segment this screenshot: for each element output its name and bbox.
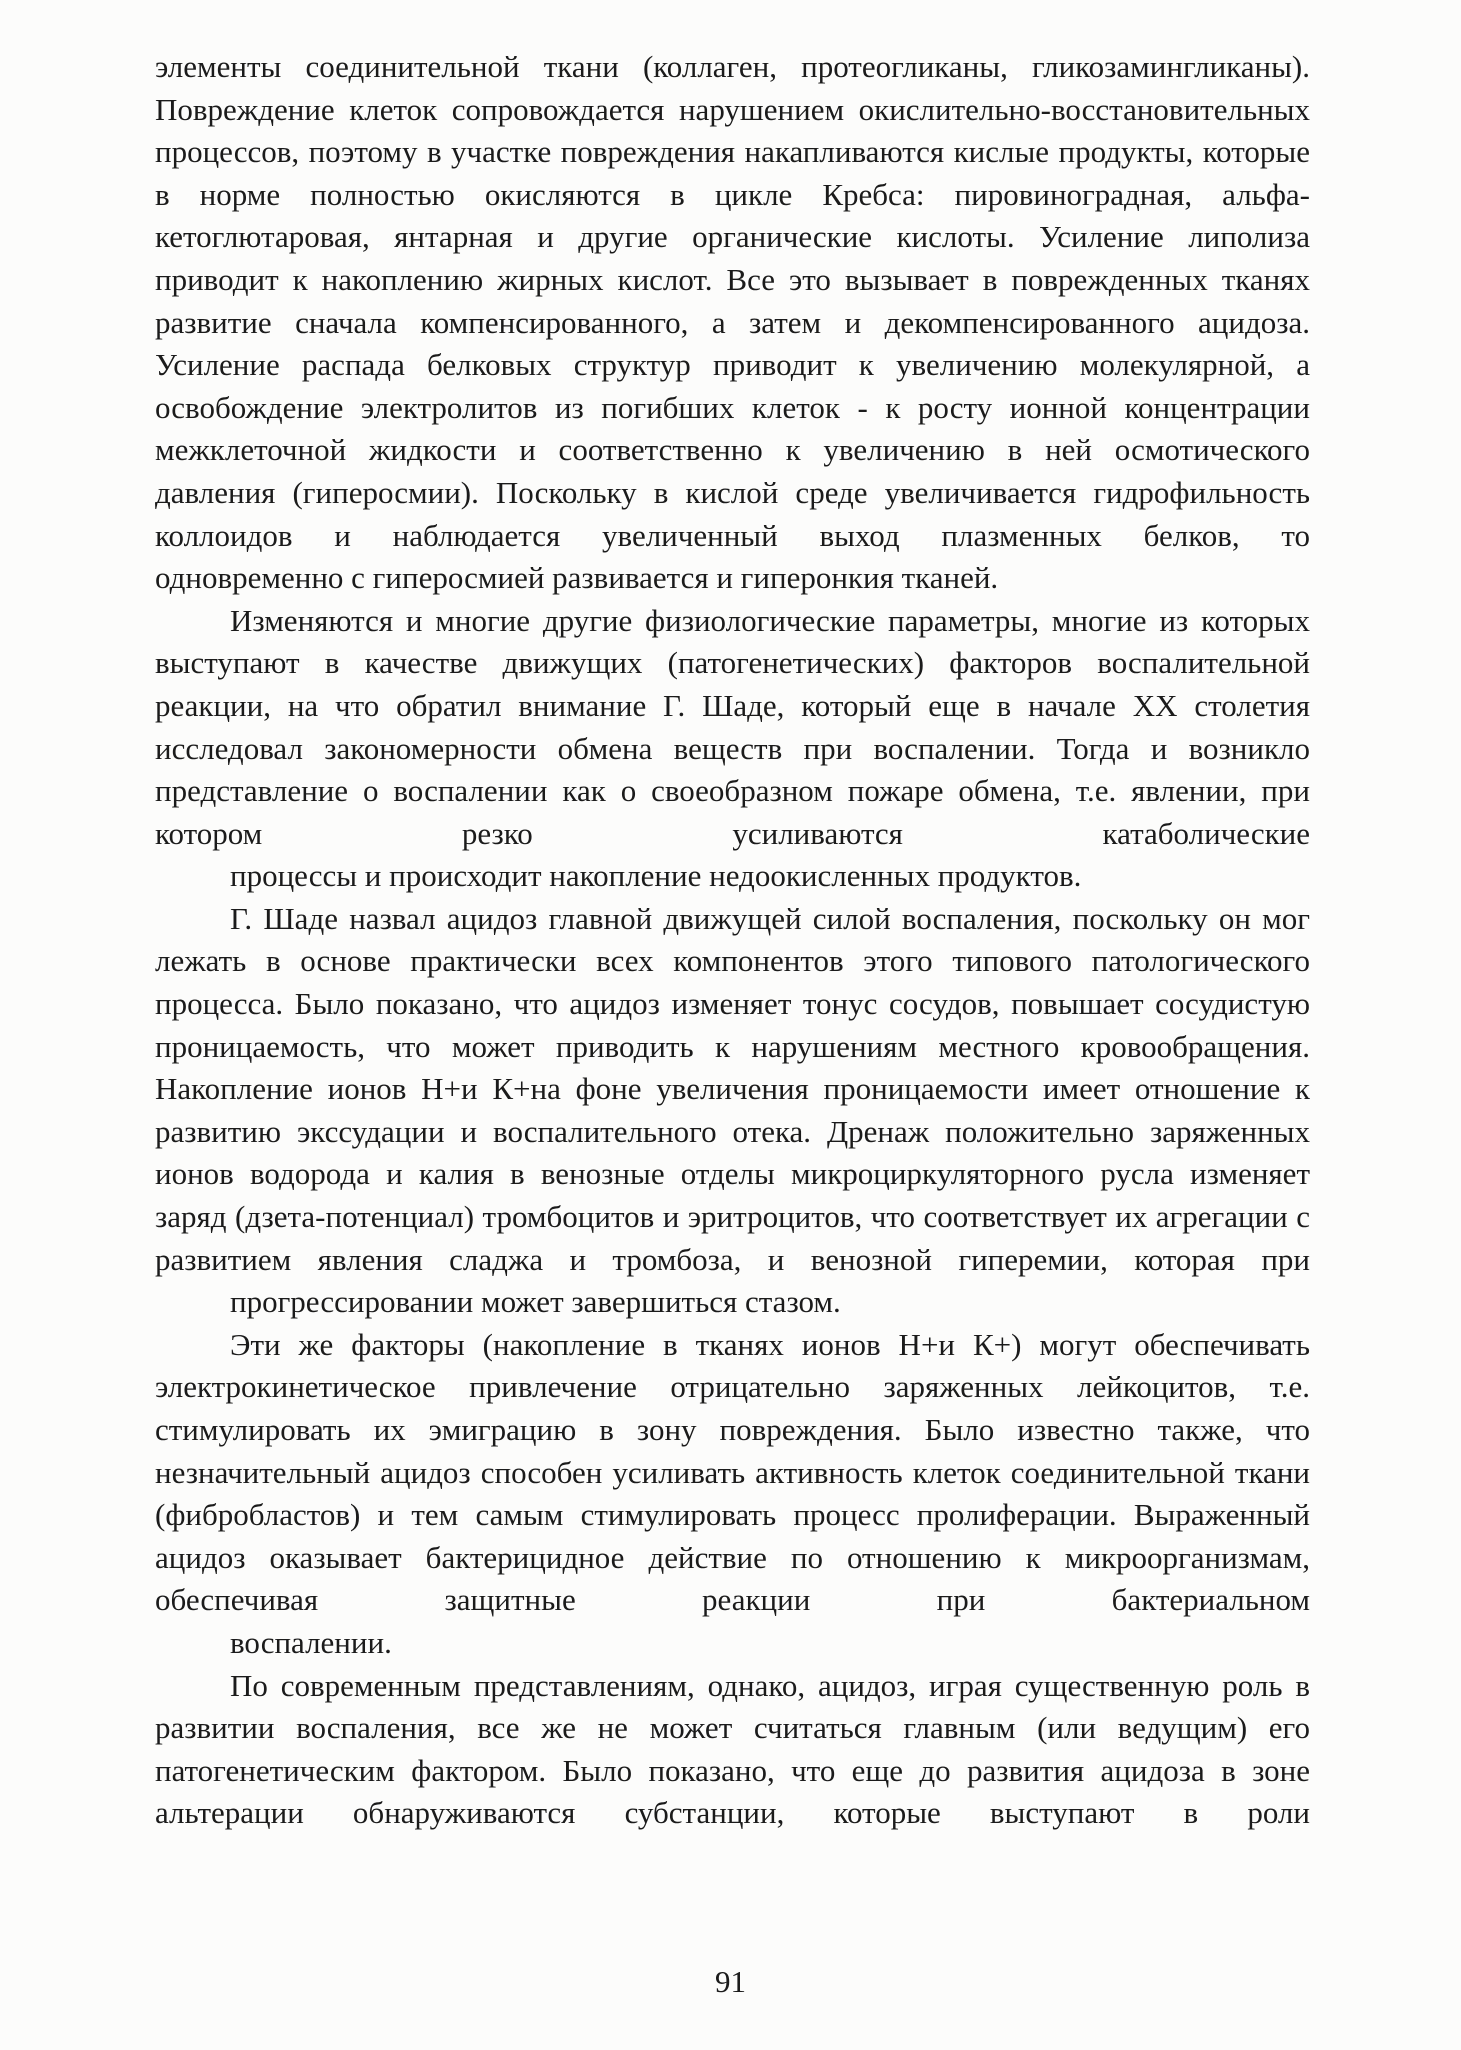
body-text bbox=[155, 46, 1310, 1835]
paragraph-2 bbox=[155, 600, 1310, 898]
page-number: 91 bbox=[715, 1964, 746, 1999]
paragraph-4-text: Эти же факторы (накопление в тканях ионов Н+и К+) могут обеспечивать электрокинетическое привлечение отрицательно заряженных лейкоцитов, т.е. стимулировать их эмиграцию в зону повреждения. Было известно также, что незначительный ацидоз способен усиливать активность клеток соединительной ткани (фибробластов) и тем самым стимулировать процесс пролиферации. Выраженный ацидоз оказывает бактерицидное действие по отношению к микроорганизмам, обеспечивая защитные реакции при бактериальном bbox=[155, 1326, 1310, 1618]
paragraph-1 bbox=[155, 46, 1310, 600]
paragraph-2-last-line: процессы и происходит накопление недоокисленных продуктов. bbox=[230, 858, 1082, 894]
paragraph-5 bbox=[155, 1665, 1310, 1835]
paragraph-1-text: элементы соединительной ткани (коллаген, протеогликаны, гликозамингликаны). Повреждение клеток сопровождается нарушением окислительно-восстановительных процессов, поэтому в участке повреждения накапливаются кислые продукты, которые в норме полностью окисляются в цикле Кребса: пировиноградная, альфа-кетоглютаровая, янтарная и другие органические кислоты. Усиление липолиза приводит к накоплению жирных кислот. Все это вызывает в поврежденных тканях развитие сначала компенсированного, а затем и декомпенсированного ацидоза. Усиление распада белковых структур приводит к увеличению молекулярной, а освобождение электролитов из погибших клеток - к росту ионной концентрации межклеточной жидкости и соответственно к увеличению в ней осмотического давления (гиперосмии). Поскольку в кислой среде увеличивается гидрофильность коллоидов и наблюдается увеличенный выход плазменных белков, то bbox=[155, 49, 1310, 553]
paragraph-4 bbox=[155, 1324, 1310, 1665]
paragraph-1-last-line: одновременно с гиперосмией развивается и гиперонкия тканей. bbox=[155, 560, 999, 596]
paragraph-3 bbox=[155, 898, 1310, 1324]
paragraph-3-text: Г. Шаде назвал ацидоз главной движущей силой воспаления, поскольку он мог лежать в основе практически всех компонентов этого типового патологического процесса. Было показано, что ацидоз изменяет тонус сосудов, повышает сосудистую проницаемость, что может приводить к нарушениям местного кровообращения. Накопление ионов Н+и К+на фоне увеличения проницаемости имеет отношение к развитию экссудации и воспалительного отека. Дренаж положительно заряженных ионов водорода и калия в венозные отделы микроциркуляторного русла изменяет заряд (дзета-потенциал) тромбоцитов и эритроцитов, что соответствует их агрегации с развитием явления сладжа и тромбоза, и венозной гиперемии, которая при bbox=[155, 900, 1310, 1277]
paragraph-5-text: По современным представлениям, однако, ацидоз, играя существенную роль в развитии воспаления, все же не может считаться главным (или ведущим) его патогенетическим фактором. Было показано, что еще до развития ацидоза в зоне альтерации обнаруживаются субстанции, которые выступают в роли bbox=[155, 1667, 1310, 1831]
paragraph-4-last-line: воспалении. bbox=[230, 1624, 392, 1660]
paragraph-2-text: Изменяются и многие другие физиологические параметры, многие из которых выступают в качестве движущих (патогенетических) факторов воспалительной реакции, на что обратил внимание Г. Шаде, который еще в начале XX столетия исследовал закономерности обмена веществ при воспалении. Тогда и возникло представление о воспалении как о своеобразном пожаре обмена, т.е. явлении, при котором резко усиливаются катаболические bbox=[155, 602, 1310, 851]
paragraph-3-last-line: прогрессировании может завершиться стазом. bbox=[230, 1284, 841, 1320]
